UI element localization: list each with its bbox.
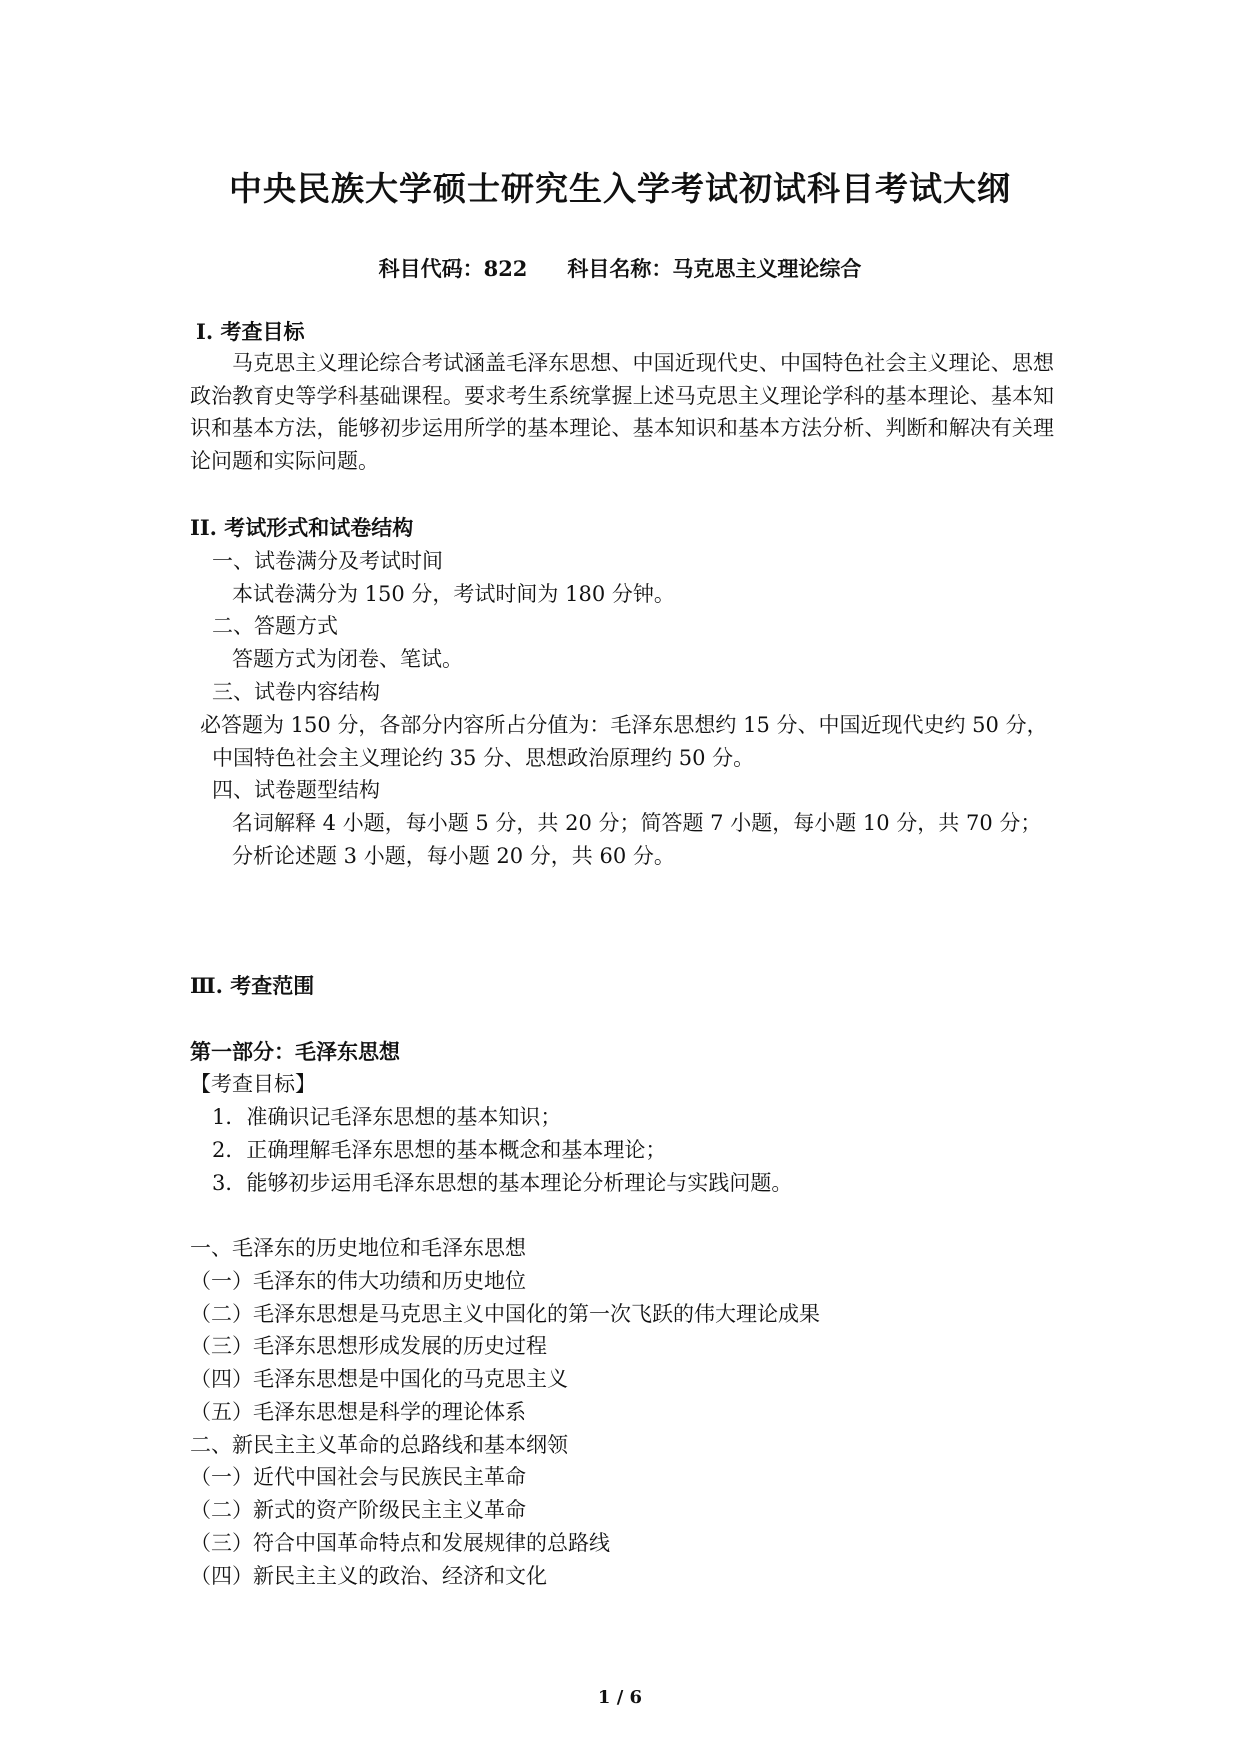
exam-item-label: 一、试卷满分及考试时间 [212,549,443,573]
exam-item-label: 二、答题方式 [212,614,338,638]
outline-item: （二）毛泽东思想是马克思主义中国化的第一次飞跃的伟大理论成果 [190,1302,820,1326]
goal-item: 2．正确理解毛泽东思想的基本概念和基本理论； [212,1138,667,1162]
exam-item-text: 答题方式为闭卷、笔试。 [232,647,463,671]
page-number: 1 / 6 [597,1687,643,1708]
subject-line [0,253,1240,283]
outline-chapter: 二、新民主主义革命的总路线和基本纲领 [190,1433,568,1457]
goal-item: 1．准确识记毛泽东思想的基本知识； [212,1105,562,1129]
exam-item-text: 本试卷满分为 150 分，考试时间为 180 分钟。 [232,582,675,606]
subject-code: 科目代码：822 [378,256,528,281]
exam-item-text: 必答题为 150 分，各部分内容所占分值为：毛泽东思想约 15 分、中国近现代史约 50 分， [200,713,1048,737]
subject-name: 科目名称：马克思主义理论综合 [567,256,862,281]
outline-item: （四）毛泽东思想是中国化的马克思主义 [190,1367,568,1391]
outline-item: （五）毛泽东思想是科学的理论体系 [190,1400,526,1424]
section2-heading: II. 考试形式和试卷结构 [190,515,414,540]
exam-item-label: 三、试卷内容结构 [212,680,380,704]
section1-paragraph: 马克思主义理论综合考试涵盖毛泽东思想、中国近现代史、中国特色社会主义理论、思想政治教育史等学科基础课程。要求考生系统掌握上述马克思主义理论学科的基本理论、基本知识和基本方法，能够初步运用所学的基本理论、基本知识和基本方法分析、判断和解决有关理论问题和实际问题。 [190,351,1054,473]
outline-item: （四）新民主主义的政治、经济和文化 [190,1564,547,1588]
goal-label: 【考查目标】 [190,1072,316,1096]
document-title: 中央民族大学硕士研究生入学考试初试科目考试大纲 [229,169,1011,208]
section1-heading: I. 考查目标 [196,319,305,344]
exam-item-text: 名词解释 4 小题，每小题 5 分，共 20 分；简答题 7 小题，每小题 10 分，共 70 分； [232,811,1042,835]
section3-heading: Ⅲ. 考查范围 [190,973,315,998]
exam-item-text-cont: 分析论述题 3 小题，每小题 20 分，共 60 分。 [232,844,675,868]
outline-item: （二）新式的资产阶级民主主义革命 [190,1498,526,1522]
part1-heading: 第一部分：毛泽东思想 [190,1039,400,1064]
outline-item: （三）符合中国革命特点和发展规律的总路线 [190,1531,610,1555]
outline-item: （一）毛泽东的伟大功绩和历史地位 [190,1269,526,1293]
outline-item: （一）近代中国社会与民族民主革命 [190,1465,526,1489]
goal-item: 3．能够初步运用毛泽东思想的基本理论分析理论与实践问题。 [212,1171,793,1195]
exam-item-label: 四、试卷题型结构 [212,778,380,802]
outline-item: （三）毛泽东思想形成发展的历史过程 [190,1334,547,1358]
outline-chapter: 一、毛泽东的历史地位和毛泽东思想 [190,1236,526,1260]
exam-item-text-cont: 中国特色社会主义理论约 35 分、思想政治原理约 50 分。 [212,746,755,770]
